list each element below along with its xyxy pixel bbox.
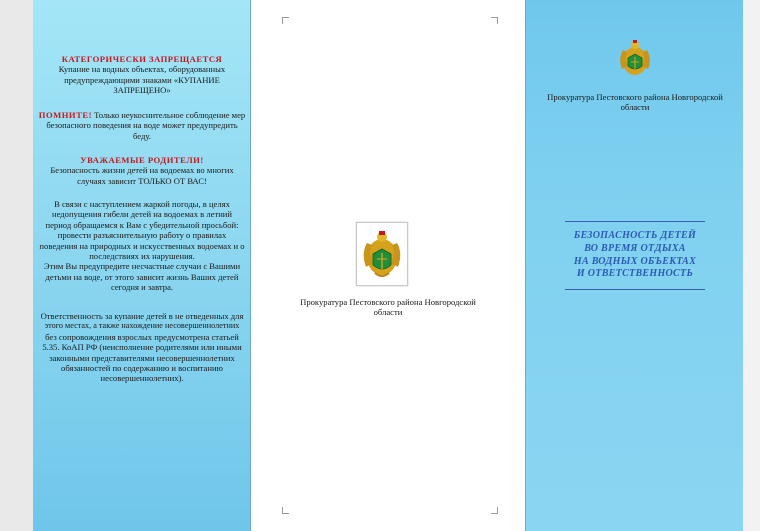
title-line: И ОТВЕТСТВЕННОСТЬ [576,268,694,280]
remember-text: Только неукоснительное соблюдение мер [91,110,246,120]
prohibition-block [33,54,251,96]
text-line: беду. [133,130,151,141]
crop-mark [491,17,498,24]
text-line: Безопасность жизни детей на водоемах во многих [50,165,234,176]
prosecutor-emblem-icon [615,37,655,79]
text-line: Купание на водных объектах, оборудованных [58,64,226,75]
brochure-title [565,221,705,290]
left-panel [33,0,251,531]
parents-heading: УВАЖАЕМЫЕ РОДИТЕЛИ! [80,155,204,165]
prohibition-heading: КАТЕГОРИЧЕСКИ ЗАПРЕЩАЕТСЯ [61,54,223,64]
title-line: БЕЗОПАСНОСТЬ ДЕТЕЙ [573,230,697,241]
caption-line: Прокуратура Пестовского района Новгородской [547,92,723,102]
caption-line: области [620,102,650,113]
appeal-block [33,199,251,293]
text-line: без сопровождения взрослых предусмотрена статьей [45,331,239,342]
text-line: случаях зависит ТОЛЬКО ОТ ВАС! [77,175,207,186]
divider [565,289,705,290]
title-line: ВО ВРЕМЯ ОТДЫХА [584,242,686,254]
crop-mark [491,507,498,514]
crop-mark [282,17,289,24]
text-line: безопасного поведения на воде может предупредить [46,120,238,131]
page-margin [743,0,760,531]
caption-line: области [373,307,403,318]
text-line: несовершеннолетних). [100,373,184,384]
text-line: Этим Вы предупредите несчастные случаи с Вашими [43,261,241,272]
parents-block [33,155,251,186]
text-line: этого местах, а также нахождение несовершеннолетних [44,321,240,331]
text-line: обязанностей по содержанию и воспитанию [61,363,223,374]
text-line [33,110,251,120]
text-line: сегодня и завтра. [110,282,174,293]
text-line: ЗАПРЕЩЕНО» [113,85,171,96]
middle-caption [290,297,486,318]
text-line: последствиях их нарушения. [89,251,195,262]
right-caption [535,92,735,113]
caption-line: Прокуратура Пестовского района Новгородской [300,297,476,307]
responsibility-block [33,311,251,384]
divider [565,221,705,222]
text-line: законными представителями несовершеннолетних [49,352,235,363]
text-line: 5.35. КоАП РФ (неисполнение родителями или иными [42,342,242,353]
text-line: период обращаемся к Вам с убедительной просьбой: [45,219,239,230]
prosecutor-emblem-icon [356,222,408,286]
remember-label: ПОМНИТЕ! [38,110,92,120]
text-line: детьми на воде, от этого зависит жизнь Ваших детей [45,271,239,282]
text-line: предупреждающими знаками «КУПАНИЕ [64,74,220,85]
crop-mark [282,507,289,514]
text-line: недопущения гибели детей на водоемах в летний [51,209,233,220]
title-line: НА ВОДНЫХ ОБЪЕКТАХ [573,255,697,267]
text-line: поведения на природных и искусственных водоемах и о [39,240,245,251]
text-line: В связи с наступлением жаркой погоды, в целях [54,199,230,209]
text-line: Ответственность за купание детей в не отведенных для [40,311,244,321]
text-line: провести разъяснительную работу о правилах [57,230,227,241]
remember-block [33,110,251,141]
